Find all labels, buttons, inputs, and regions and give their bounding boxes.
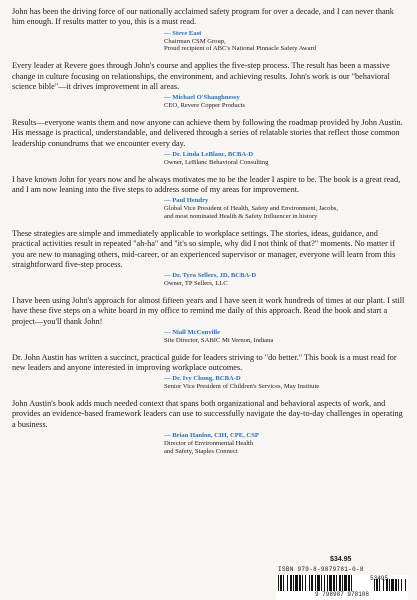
barcode-addon-bar <box>391 579 394 591</box>
barcode-bar <box>283 575 284 591</box>
author-title: Owner, TP Sellers, LLC <box>164 280 228 288</box>
barcode-bar <box>293 575 294 591</box>
author-title: Owner, LeBlanc Behavioral Consulting <box>164 158 269 166</box>
barcode-bar <box>305 575 306 591</box>
barcode-bar <box>317 575 320 591</box>
author-title: and most nominated Health & Safety Influencer in history <box>164 213 318 221</box>
testimonial-quote: I have known John for years now and he always motivates me to be the leader I aspire to be. The book is a great read, and I am now leaning into the five steps to address some of my areas for improvement. <box>12 174 401 195</box>
testimonial-1 <box>12 7 408 53</box>
testimonial-7 <box>12 353 408 391</box>
barcode-bar <box>321 575 322 591</box>
testimonial-4 <box>12 175 408 221</box>
author-name: — Dr. Tyra Sellers, JD, BCBA-D <box>164 272 257 280</box>
barcode-bar <box>344 575 347 591</box>
author-name: — Steve East <box>164 29 202 37</box>
barcode-bar <box>287 575 288 591</box>
testimonial-5 <box>12 229 408 288</box>
barcode-bar <box>311 575 313 591</box>
barcode-bar <box>327 575 328 591</box>
author-title: CEO, Revere Copper Products <box>164 102 245 110</box>
barcode-bar <box>329 575 332 591</box>
testimonial-quote: Dr. John Austin has written a succinct, practical guide for leaders striving to "do better." This book is a must read for new leaders and anyone interested in improving workplace outcomes. <box>12 352 397 373</box>
barcode-bar <box>351 575 352 591</box>
barcode-bar <box>299 575 301 591</box>
barcode-addon-bar <box>398 579 399 591</box>
barcode-digits: 9 798987 978108 <box>276 591 408 598</box>
testimonial-attribution <box>164 432 284 456</box>
barcode-addon-bar <box>405 579 406 591</box>
author-name: — Niall McConville <box>164 328 221 336</box>
barcode-bar <box>324 575 325 591</box>
barcode-bar <box>278 575 279 591</box>
barcode-bar <box>290 575 292 591</box>
author-name: — Dr. Linda LeBlanc, BCBA-D <box>164 150 254 158</box>
back-cover-text <box>12 7 408 464</box>
barcode-bar <box>280 575 282 591</box>
author-title: Global Vice President of Health, Safety and Environment, Jacobs, <box>164 205 338 213</box>
barcode-bar <box>302 575 303 591</box>
author-name: — Michael O'Shaughnessy <box>164 94 240 102</box>
barcode-bar <box>309 575 310 591</box>
author-title: Site Director, SABIC Mt Vernon, Indiana <box>164 336 274 344</box>
barcode-bar <box>342 575 343 591</box>
barcode-bar <box>333 575 335 591</box>
barcode-bar <box>295 575 298 591</box>
testimonial-attribution <box>164 94 408 110</box>
testimonial-attribution <box>164 329 408 345</box>
barcode-bar <box>336 575 337 591</box>
testimonial-8 <box>12 399 408 456</box>
barcode-addon-bar <box>401 579 402 591</box>
author-name: — Dr. Ivy Chong, BCBA-D <box>164 375 241 383</box>
testimonial-quote: I have been using John's approach for almost fifteen years and I have seen it work hundreds of times at our plant. I still have these five steps on a white board in my office to remind me daily of this approach. Read the book and start a project—you'll thank John! <box>12 296 405 326</box>
testimonial-attribution <box>164 151 408 167</box>
barcode-bar <box>348 575 350 591</box>
author-name: — Paul Hendry <box>164 197 209 205</box>
barcode-bar <box>315 575 316 591</box>
author-title: Proud recipient of ABC's National Pinnacle Safety Award <box>164 45 317 53</box>
barcode-addon-bar <box>389 579 390 591</box>
barcode-addon: 53495 <box>370 575 389 582</box>
testimonial-6 <box>12 296 408 345</box>
price-label: $34.95 <box>330 556 352 563</box>
testimonial-quote: John Austin's book adds much needed context that spans both organizational and behavioral aspects of work, and provides an evidence-based framework leaders can use to successfully navigate the day-to-day challenges in operating a business. <box>12 399 403 429</box>
testimonial-attribution <box>164 375 408 391</box>
testimonial-quote: Every leader at Revere goes through John's course and applies the five-step process. The result has been a massive change in culture focusing on relationships, the environment, and achieving results. John's work is our "behavioral science bible"—it drives improvement in all areas. <box>12 61 390 91</box>
testimonial-quote: These strategies are simple and immediately applicable to workplace settings. The stories, ideas, guidance, and practical activities result in repeated "ah-ha" and "it's so simple, why did I not think of that?" moments. No matter if you are new to managing others, mid-career, or an experienced supervisor or manager, everyone will learn from this straightforward five-step process. <box>12 229 396 269</box>
author-title: Chairman CSM Group, <box>164 37 226 45</box>
author-title: Senior Vice President of Children's Services, May Institute <box>164 383 320 391</box>
isbn-label: ISBN 979-8-9879781-0-8 <box>278 566 364 573</box>
testimonial-3 <box>12 118 408 167</box>
barcode-addon-bar <box>395 579 397 591</box>
author-title: and Safety, Staples Connect <box>164 447 238 455</box>
testimonial-quote: Results—everyone wants them and now anyone can achieve them by following the roadmap provided by John Austin. His message is practical, understandable, and delivered through a series of relatable stories that reflect those common leadership conundrums that we encounter every day. <box>12 118 403 148</box>
barcode-bar <box>339 575 341 591</box>
author-name: — Brian Hanlon, CIH, CPE, CSP <box>164 432 259 440</box>
testimonial-attribution <box>164 272 408 288</box>
barcode-bars <box>276 575 408 591</box>
testimonial-attribution <box>164 197 408 221</box>
testimonial-quote: John has been the driving force of our nationally acclaimed safety program for over a decade, and I can never thank him enough. If results matter to you, this is a must read. <box>12 7 394 27</box>
testimonial-attribution <box>164 30 408 54</box>
author-title: Director of Environmental Health <box>164 439 254 447</box>
testimonial-2 <box>12 61 408 110</box>
